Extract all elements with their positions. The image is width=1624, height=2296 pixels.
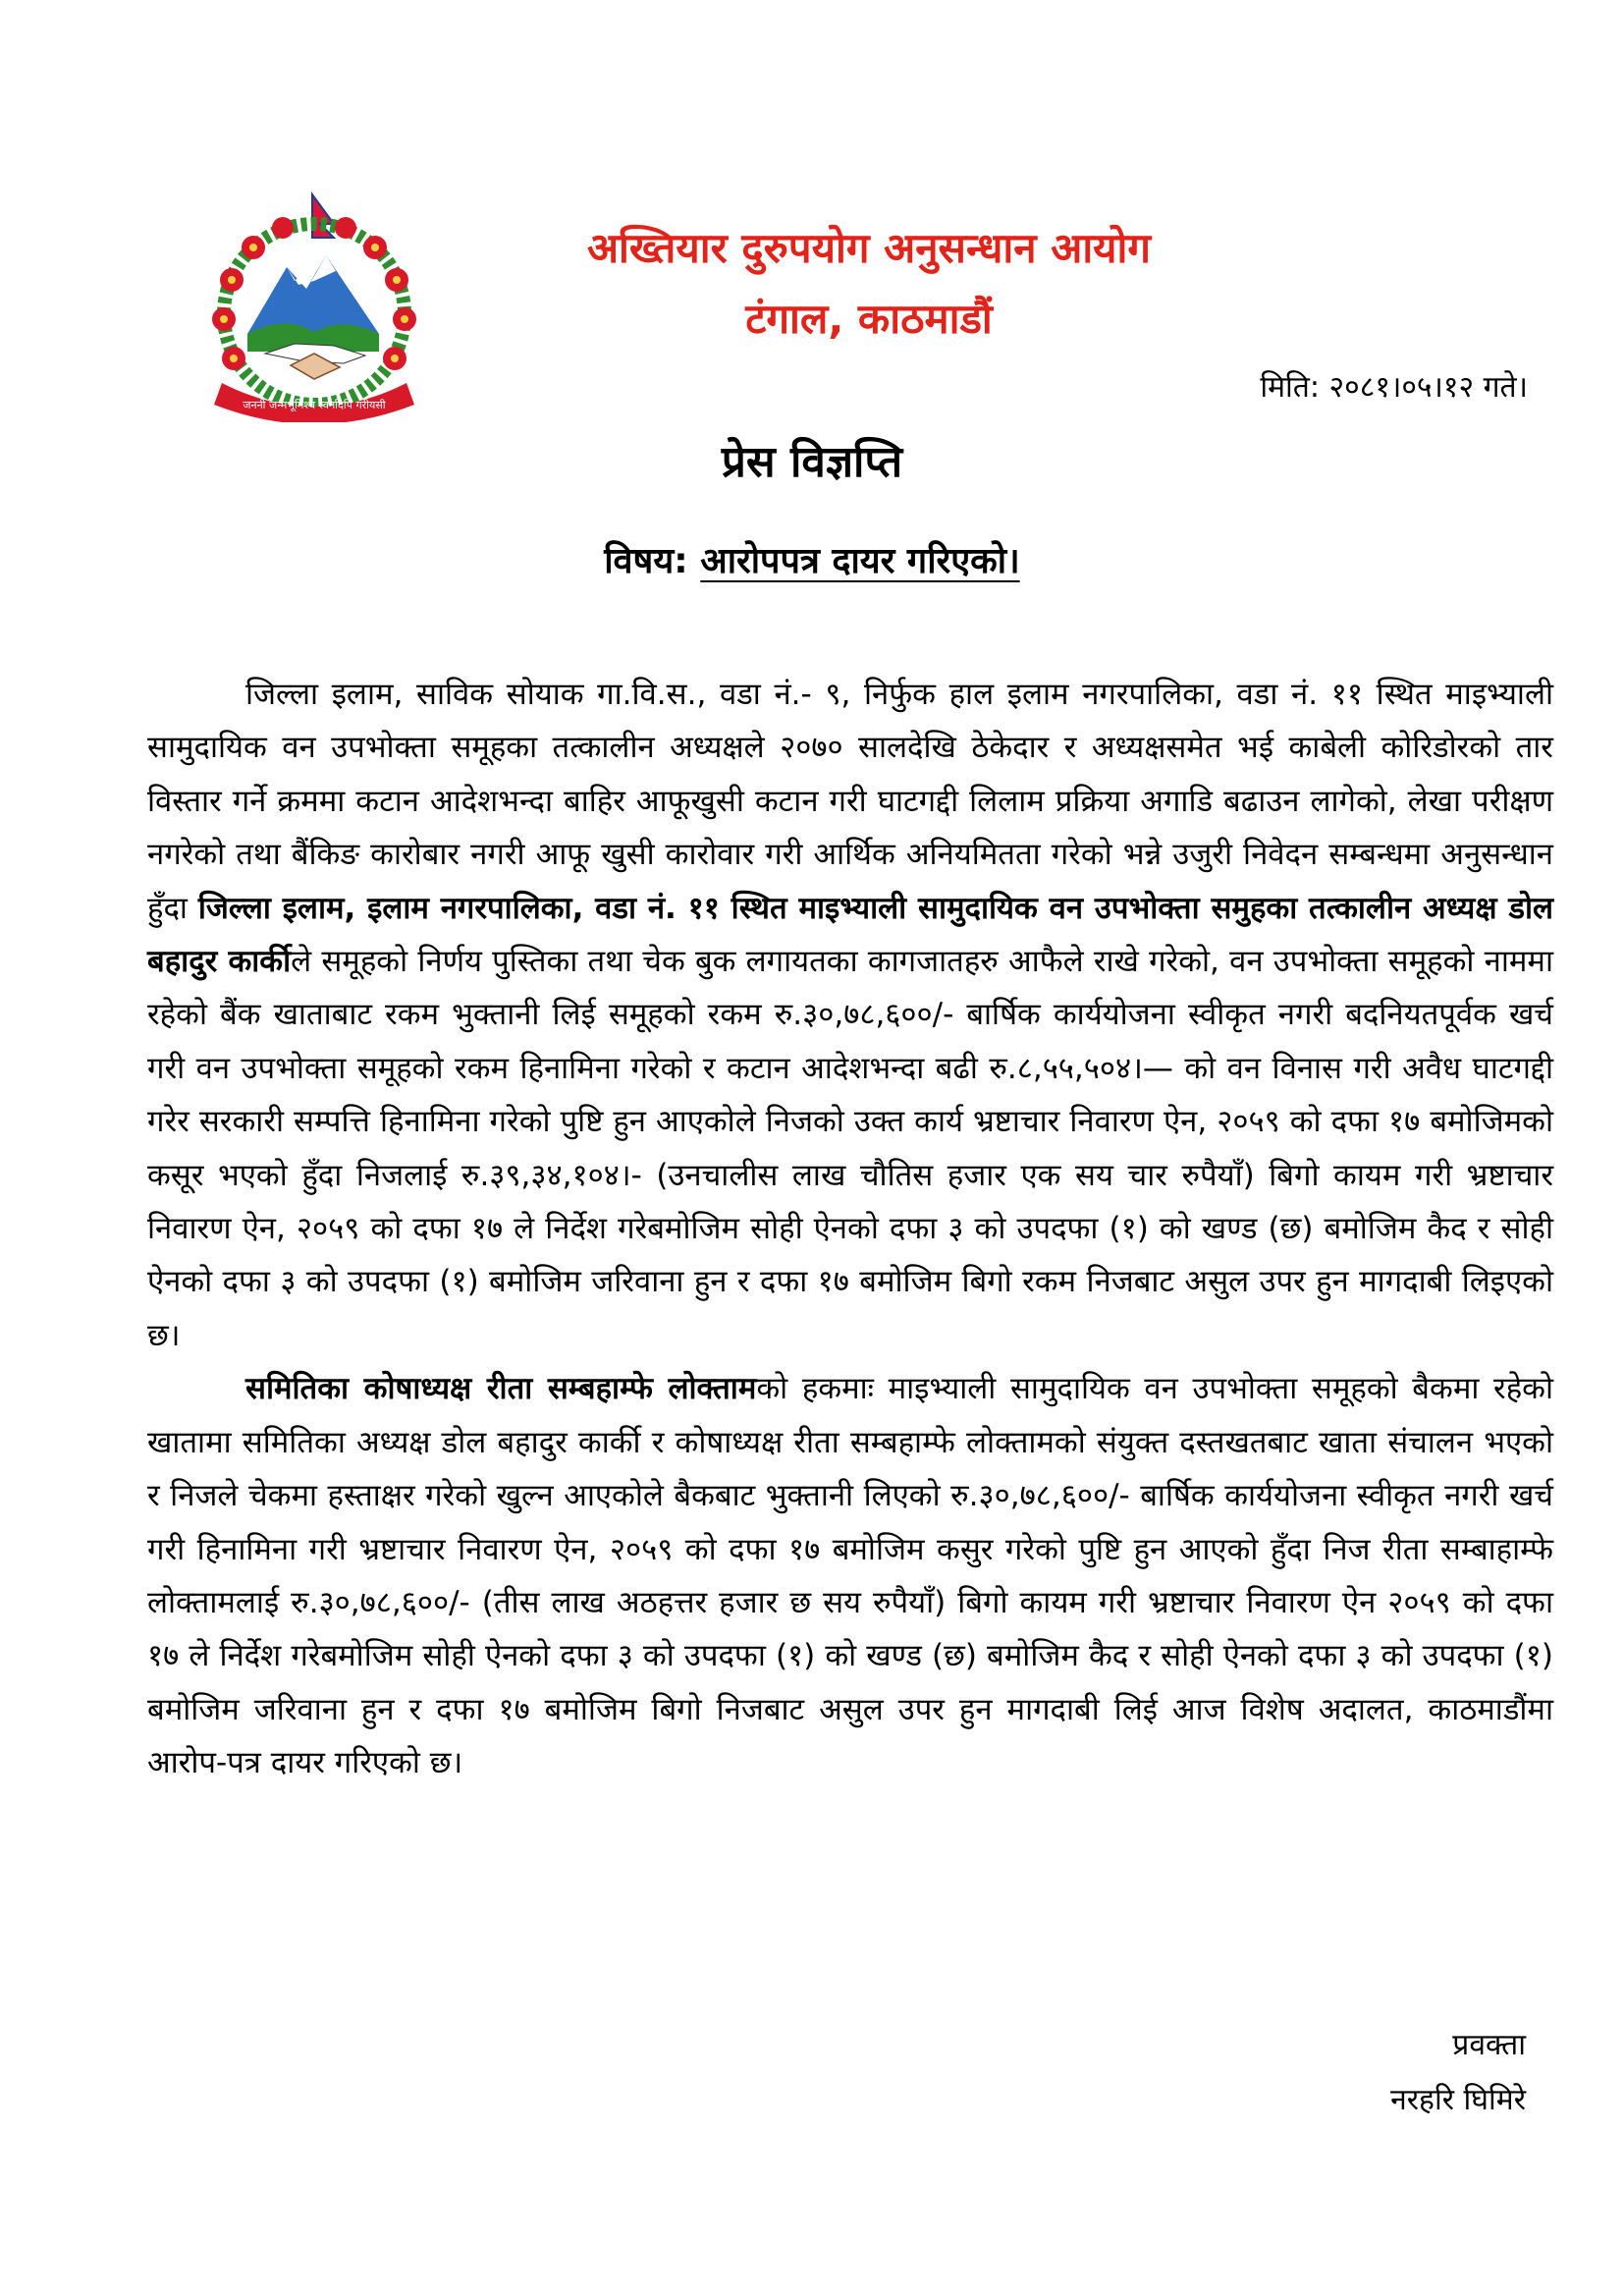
paragraph-2	[147, 1362, 1553, 1789]
release-date: मिति: २०८१।०५।१२ गते।	[1260, 370, 1528, 405]
emblem-motto: जननी जन्मभूमिश्च स्वर्गादपि गरीयसी	[243, 399, 386, 411]
nepal-emblem	[196, 187, 432, 422]
press-body	[147, 668, 1553, 1790]
signature-role: प्रवक्ता	[1452, 2028, 1526, 2062]
paragraph-1	[147, 668, 1553, 1362]
subject-text: आरोपपत्र दायर गरिएको।	[700, 541, 1020, 581]
paragraph-2-bold: समितिका कोषाध्यक्ष रीता सम्बहाम्फे लोक्ताम	[245, 1371, 757, 1407]
paragraph-1-text-a: जिल्ला इलाम, साविक सोयाक गा.वि.स., वडा नं.- ९, निर्फुक हाल इलाम नगरपालिका, वडा नं. ११ स्थित माइभ्याली सामुदायिक वन उपभोक्ता समूहका तत्कालीन अध्यक्षले २०७० सालदेखि ठेकेदार र अध्यक्षसमेत भई काबेली कोरिडोरको तार विस्तार गर्ने क्रममा कटान आदेशभन्दा बाहिर आफूखुसी कटान गरी घाटगद्दी लिलाम प्रक्रिया अगाडि बढाउन लागेको, लेखा परीक्षण नगरेको तथा बैंकिङ कारोबार नगरी आफू खुसी कारोवार गरी आर्थिक अनियमितता गरेको भन्ने उजुरी निवेदन सम्बन्धमा अनुसन्धान हुँदा	[147, 677, 1553, 926]
signature-block	[1133, 2018, 1526, 2128]
org-location: टंगाल, काठमाडौं	[745, 295, 993, 343]
subject-label: विषय:	[604, 541, 688, 581]
subject-line	[0, 535, 1624, 583]
signature-name: नरहरि घिमिरे	[1390, 2083, 1526, 2117]
org-name: अख्तियार दुरुपयोग अनुसन्धान आयोग	[586, 224, 1152, 272]
page-title: प्रेस विज्ञप्ति	[721, 437, 903, 487]
paragraph-2-text: को हकमाः माइभ्याली सामुदायिक वन उपभोक्ता समूहको बैकमा रहेको खातामा समितिका अध्यक्ष डोल बहादुर कार्की र कोषाध्यक्ष रीता सम्बहाम्फे लोक्तामको संयुक्त दस्तखतबाट खाता संचालन भएको र निजले चेकमा हस्ताक्षर गरेको खुल्न आएकोले बैकबाट भुक्तानी लिएको रु.३०,७८,६००/- बार्षिक कार्ययोजना स्वीकृत नगरी खर्च गरी हिनामिना गरी भ्रष्टाचार निवारण ऐन, २०५९ को दफा १७ बमोजिम कसुर गरेको पुष्टि हुन आएको हुँदा निज रीता सम्बाहाम्फे लोक्तामलाई रु.३०,७८,६००/- (तीस लाख अठहत्तर हजार छ सय रुपैयाँ) बिगो कायम गरी भ्रष्टाचार निवारण ऐन २०५९ को दफा १७ ले निर्देश गरेबमोजिम सोही ऐनको दफा ३ को उपदफा (१) को खण्ड (छ) बमोजिम कैद र सोही ऐनको दफा ३ को उपदफा (१) बमोजिम जरिवाना हुन र दफा १७ बमोजिम बिगो निजबाट असुल उपर हुन मागदाबी लिई आज विशेष अदालत, काठमाडौंमा आरोप-पत्र दायर गरिएको छ।	[147, 1371, 1553, 1781]
paragraph-1-text-b: ले समूहको निर्णय पुस्तिका तथा चेक बुक लगायतका कागजातहरु आफैले राखे गरेको, वन उपभोक्ता समूहको नाममा रहेको बैंक खाताबाट रकम भुक्तानी लिई समूहको रकम रु.३०,७८,६००/- बार्षिक कार्ययोजना स्वीकृत नगरी बदनियतपूर्वक खर्च गरी वन उपभोक्ता समूहको रकम हिनामिना गरेको र कटान आदेशभन्दा बढी रु.८,५५,५०४।— को वन विनास गरी अवैध घाटगद्दी गरेर सरकारी सम्पत्ति हिनामिना गरेको पुष्टि हुन आएकोले निजको उक्त कार्य भ्रष्टाचार निवारण ऐन, २०५९ को दफा १७ बमोजिमको कसूर भएको हुँदा निजलाई रु.३९,३४,१०४।- (उनचालीस लाख चौतिस हजार एक सय चार रुपैयाँ) बिगो कायम गरी भ्रष्टाचार निवारण ऐन, २०५९ को दफा १७ ले निर्देश गरेबमोजिम सोही ऐनको दफा ३ को उपदफा (१) को खण्ड (छ) बमोजिम कैद र सोही ऐनको दफा ३ को उपदफा (१) बमोजिम जरिवाना हुन र दफा १७ बमोजिम बिगो रकम निजबाट असुल उपर हुन मागदाबी लिइएको छ।	[147, 944, 1553, 1353]
nepal-emblem-graphic	[196, 187, 432, 422]
paragraph-1-bold: जिल्ला इलाम, इलाम नगरपालिका, वडा नं. ११ स्थित माइभ्याली सामुदायिक वन उपभोक्ता समुहका तत्कालीन अध्यक्ष डोल बहादुर कार्की	[147, 890, 1553, 980]
